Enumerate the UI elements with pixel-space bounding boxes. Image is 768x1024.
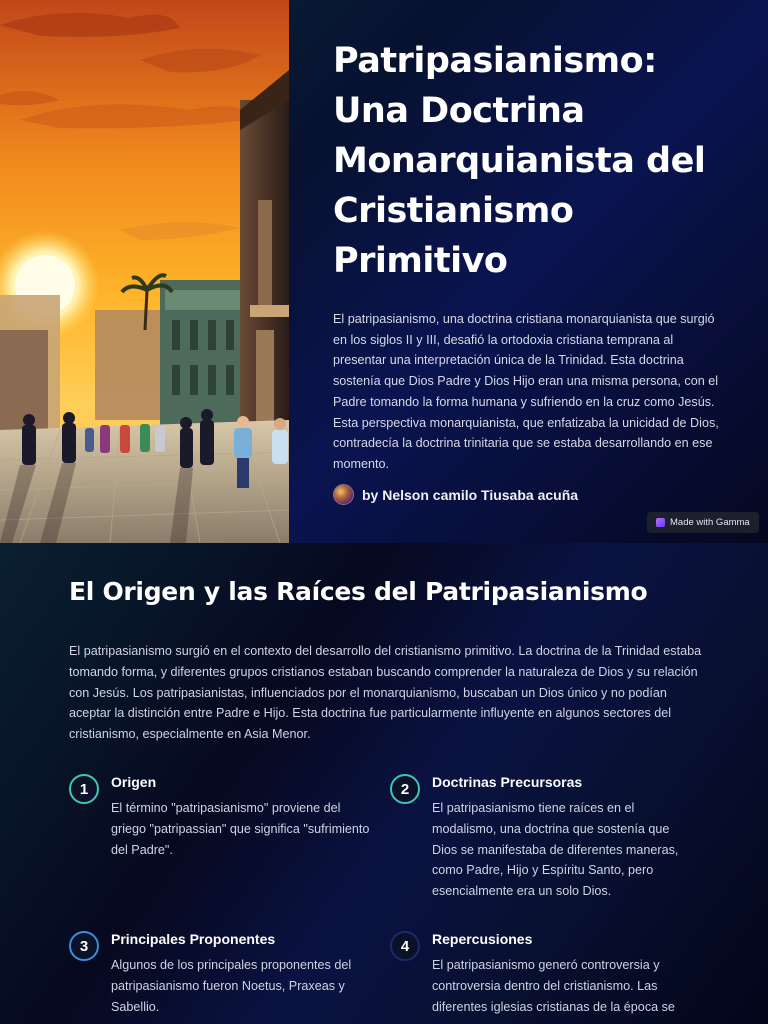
item-title: Doctrinas Precursoras — [432, 774, 583, 790]
made-with-gamma-badge[interactable] — [647, 512, 759, 533]
hero-street-sunset-image — [0, 0, 289, 543]
intro-paragraph: El patripasianismo, una doctrina cristiana monarquianista que surgió en los siglos II y III, desafió la ortodoxia cristiana temprana al presentar una interpretación única de la Trinidad. Esta doctrina sostenía que Dios Padre y Dios Hijo eran una misma persona, con el Padre tomando la forma humana y sufriendo en la cruz como Jesús. Esta perspectiva monarquianista, que enfatizaba la unicidad de Dios, contradecía la doctrina trinitaria que se estaba desarrollando en ese momento. — [333, 312, 719, 471]
title-line: Primitivo — [333, 241, 508, 281]
gamma-logo-icon — [656, 518, 665, 527]
title-line: Patripasianismo: — [333, 41, 657, 81]
page-title — [333, 36, 728, 286]
step-number-badge: 1 — [69, 774, 99, 804]
origin-slide — [0, 543, 768, 1024]
item-text: El patripasianismo generó controversia y controversia dentro del cristianismo. Las diferentes iglesias cristianas de la época se — [432, 958, 675, 1014]
item-body — [432, 929, 697, 1017]
section-paragraph: El patripasianismo surgió en el contexto del desarrollo del cristianismo primitivo. La doctrina de la Trinidad estaba tomando forma, y diferentes grupos cristianos estaban buscando comprender la naturaleza de Dios y su relación con Jesús. Los patripasianistas, influenciados por el monarquianismo, buscaban un Dios único y no podían aceptar la distinción entre Padre e Hijo. Esta doctrina fue particularmente influyente en algunos sectores del cristianismo, especialmente en Asia Menor. — [69, 644, 702, 742]
step-number-badge: 4 — [390, 931, 420, 961]
step-number-badge: 2 — [390, 774, 420, 804]
item-body — [111, 772, 376, 860]
author-byline — [333, 484, 578, 505]
item-text: El término "patripasianismo" proviene del griego "patripassian" que significa "sufrimiento del Padre". — [111, 801, 370, 857]
item-body — [432, 772, 697, 902]
title-slide-content — [333, 36, 728, 475]
item-title: Origen — [111, 774, 157, 790]
item-title: Principales Proponentes — [111, 931, 276, 947]
badge-label: Made with Gamma — [670, 517, 750, 528]
title-line: Cristianismo — [333, 191, 574, 231]
item-body — [111, 929, 376, 1017]
item-title: Repercusiones — [432, 931, 533, 947]
title-line: Monarquianista del — [333, 141, 706, 181]
step-number-badge: 3 — [69, 931, 99, 961]
avatar — [333, 484, 354, 505]
section-title: El Origen y las Raíces del Patripasianismo — [69, 577, 648, 606]
author-name: by Nelson camilo Tiusaba acuña — [362, 486, 579, 503]
item-text: Algunos de los principales proponentes del patripasianismo fueron Noetus, Praxeas y Sabellio. — [111, 958, 352, 1014]
item-text: El patripasianismo tiene raíces en el modalismo, una doctrina que sostenía que Dios se manifestaba de diferentes maneras, como Padre, Hijo y Espíritu Santo, pero esencialmente era un solo Dios. — [432, 801, 679, 899]
title-line: Una Doctrina — [333, 91, 585, 131]
